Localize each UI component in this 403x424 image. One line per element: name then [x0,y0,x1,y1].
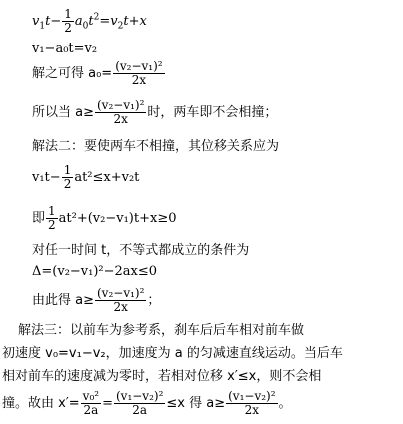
eq7-fraction [46,205,58,232]
eq14-post: 。 [278,396,292,411]
eq3-num: (v₂−v₁)² [115,59,163,73]
eq6-fraction [62,164,74,191]
eq1-text: $v_1t-$ [32,14,62,32]
paragraph-line-8: 对任一时间 t，不等式都成立的条件为 [32,243,250,258]
eq14-fraction-3 [226,390,277,417]
eq6-den: 2 [63,177,72,191]
equation-line-4 [32,99,277,126]
eq6-pre: v₁t− [32,170,61,185]
equation-line-6 [32,164,139,191]
equation-line-1 [32,8,147,35]
eq14-num1: v₀² [82,389,100,403]
equation-line-10 [32,287,160,314]
eq10-num: (v₂−v₁)² [97,286,145,300]
eq3-fraction [113,60,164,87]
paragraph-line-11: 解法三：以前车为参考系，刹车后后车相对前车做 [18,323,305,338]
paragraph-line-5: 解法二：要使两车不相撞，其位移关系应为 [32,139,280,154]
eq4-den: 2x [95,112,146,126]
eq6-num: 1 [63,163,72,177]
paragraph-line-13: 相对前车的速度减为零时，若相对位移 x′≤x，则不会相 [2,369,322,384]
eq4-num: (v₂−v₁)² [97,98,145,112]
eq4-pre: 所以当 a≥ [32,105,94,120]
eq7-pre: 即 [32,211,46,226]
eq14-fraction-1 [81,390,101,417]
eq7-den: 2 [48,218,56,232]
eq1-den: 2 [64,21,72,35]
eq4-post: 时，两车即不会相撞； [147,105,278,120]
eq1-num: 1 [64,7,72,21]
eq14-num3: (v₁−v₂)² [228,389,276,403]
equation-line-7 [32,205,177,232]
equation-line-9: Δ=(v₂−v₁)²−2ax≤0 [32,264,158,279]
eq10-fraction [95,287,146,314]
equation-line-3 [32,60,166,87]
eq14-pre: 撞。故由 x′= [2,396,80,411]
eq14-den3: 2x [226,403,277,417]
eq6-post: at²≤x+v₂t [74,170,140,185]
eq10-den: 2x [95,300,146,314]
equation-line-2: v₁−a₀t=v₂ [32,41,98,56]
eq10-post: ； [147,293,161,308]
equation-line-14 [2,390,292,417]
eq14-num2: (v₁−v₂)² [115,389,164,403]
eq4-fraction [95,99,146,126]
eq14-fraction-2 [114,390,165,417]
eq14-eq: = [102,396,113,411]
eq14-mid: ≤x 得 a≥ [166,396,226,411]
paragraph-line-12: 初速度 v₀=v₁−v₂，加速度为 a 的匀减速直线运动。当后车 [2,346,343,361]
eq14-den1: 2a [81,403,101,417]
eq14-den2: 2a [114,403,165,417]
eq1-rest: $a_0t^2=v_2t+x$ [74,12,147,32]
eq1-fraction [62,8,74,35]
eq3-text: 解之可得 a₀= [32,66,113,81]
eq3-den: 2x [113,73,164,87]
eq7-num: 1 [48,204,56,218]
eq10-pre: 由此得 a≥ [32,293,94,308]
eq7-post: at²+(v₂−v₁)t+x≥0 [58,211,177,226]
